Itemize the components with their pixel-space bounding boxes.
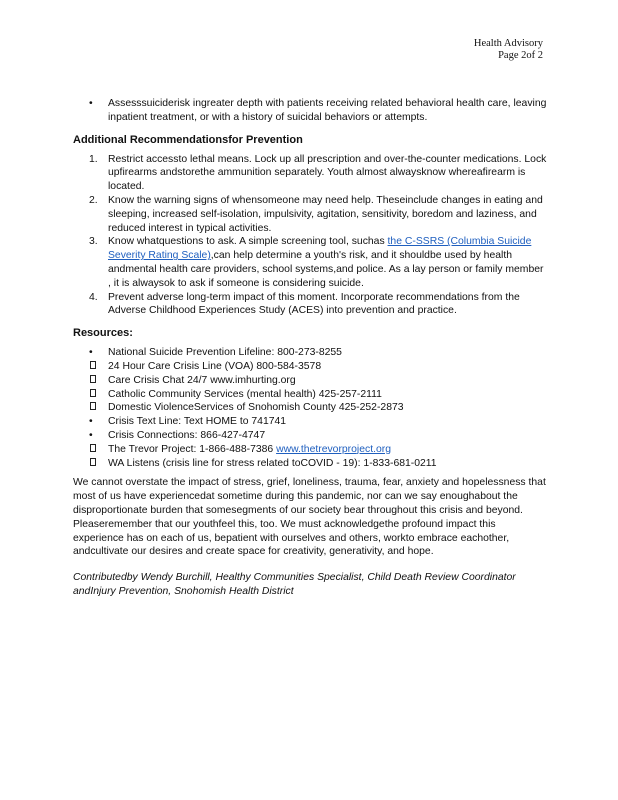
item-number: 2. <box>89 194 98 206</box>
resource-item <box>73 374 548 388</box>
bullet-marker: • <box>89 429 93 441</box>
item-text: Know the warning signs of whensomeone may need help. Theseinclude changes in eating and sleeping, increased self-isolation, impulsivity, agitation, sensitivity, boredom and laziness, and reduced interest in typical activities. <box>108 194 543 234</box>
placeholder-box-icon <box>90 389 96 397</box>
resource-item <box>73 388 548 402</box>
placeholder-box-icon <box>90 361 96 369</box>
resource-text: National Suicide Prevention Lifeline: 800-273-8255 <box>108 347 342 359</box>
resources-heading: Resources: <box>73 327 133 340</box>
resource-text: Catholic Community Services (mental health) 425-257-2111 <box>108 388 382 400</box>
resource-text: Crisis Text Line: Text HOME to 741741 <box>108 416 287 428</box>
item-number: 3. <box>89 236 98 248</box>
trevor-project-link[interactable]: www.thetrevorproject.org <box>276 443 391 455</box>
placeholder-box-icon <box>90 458 96 466</box>
bullet-marker: • <box>89 98 93 109</box>
box-bullet-icon <box>90 401 96 415</box>
resource-item <box>73 457 548 471</box>
placeholder-box-icon <box>90 444 96 452</box>
box-bullet-icon <box>90 360 96 374</box>
bullet-marker: • <box>89 416 93 428</box>
resource-item <box>73 429 548 443</box>
box-bullet-icon <box>90 374 96 388</box>
resource-text: The Trevor Project: 1-866-488-7386 <box>108 443 277 455</box>
resources-list <box>73 346 548 470</box>
item-text-before: Know whatquestions to ask. A simple screening tool, suchas <box>108 236 388 248</box>
resource-text: WA Listens (crisis line for stress related toCOVID - 19): 1-833-681-0211 <box>108 457 437 469</box>
page-header <box>474 38 543 62</box>
placeholder-box-icon <box>90 402 96 410</box>
closing-paragraph: We cannot overstate the impact of stress, grief, loneliness, trauma, fear, anxiety and hopelessness that most of us have experiencedat sometime during this pandemic, nor can we say enoughabout the disproportionate burden that somesegments of our society bear throughout this crisis and beyond. Pleaseremember that our youthfeel this, too. We must acknowledgethe profound impact this experience has on each of us, bepatient with ourselves and others, workto embrace eachother, andcultivate our desires and create space for creativity, generativity, and hope. <box>73 477 546 558</box>
resource-item <box>73 415 548 429</box>
resource-text: 24 Hour Care Crisis Line (VOA) 800-584-3578 <box>108 360 322 372</box>
resource-item <box>73 346 548 360</box>
resource-text: Domestic ViolenceServices of Snohomish County 425-252-2873 <box>108 402 404 414</box>
item-number: 1. <box>89 153 98 165</box>
item-text-after: ,can help determine a youth's risk, and it shouldbe used by health andmental health care providers, school systems,and police. As a lay person or family member , it is alwaysok to ask if someone is considering suicide. <box>108 250 544 289</box>
page-number: Page 2of 2 <box>498 50 543 61</box>
numbered-item <box>73 194 548 235</box>
box-bullet-icon <box>90 443 96 457</box>
resource-item <box>73 401 548 415</box>
numbered-item <box>73 291 548 319</box>
bullet-marker: • <box>89 347 93 359</box>
cssrs-link[interactable]: the C-SSRS (Columbia Suicide Severity Rating Scale) <box>108 236 532 262</box>
resource-item <box>73 443 548 457</box>
resource-item <box>73 360 548 374</box>
numbered-item <box>73 235 548 290</box>
list-item-text: Assesssuiciderisk ingreater depth with patients receiving related behavioral health care, leaving inpatient treatment, or with a history of suicidal behaviors or attempts. <box>108 98 547 123</box>
box-bullet-icon <box>90 457 96 471</box>
recommendations-heading: Additional Recommendationsfor Prevention <box>73 133 303 146</box>
resource-text: Crisis Connections: 866-427-4747 <box>108 429 266 441</box>
item-number: 4. <box>89 291 98 303</box>
resource-text: Care Crisis Chat 24/7 www.imhurting.org <box>108 374 296 386</box>
top-bullet-list <box>73 97 548 125</box>
document-body <box>73 97 548 599</box>
numbered-item <box>73 153 548 194</box>
list-item <box>73 97 548 125</box>
item-text: Restrict accessto lethal means. Lock up all prescription and over-the-counter medications. Lock upfirearms andstorethe ammunition separately. Youth almost alwaysknow whereafirearm is located. <box>108 153 547 193</box>
recommendations-list <box>73 153 548 319</box>
credit-line: Contributedby Wendy Burchill, Healthy Communities Specialist, Child Death Review Coordinator andInjury Prevention, Snohomish Health District <box>73 572 516 597</box>
header-title: Health Advisory <box>473 38 543 49</box>
item-text: Prevent adverse long-term impact of this moment. Incorporate recommendations from the Adverse Childhood Experiences Study (ACES) into prevention and practice. <box>108 291 520 317</box>
box-bullet-icon <box>90 388 96 402</box>
placeholder-box-icon <box>90 375 96 383</box>
